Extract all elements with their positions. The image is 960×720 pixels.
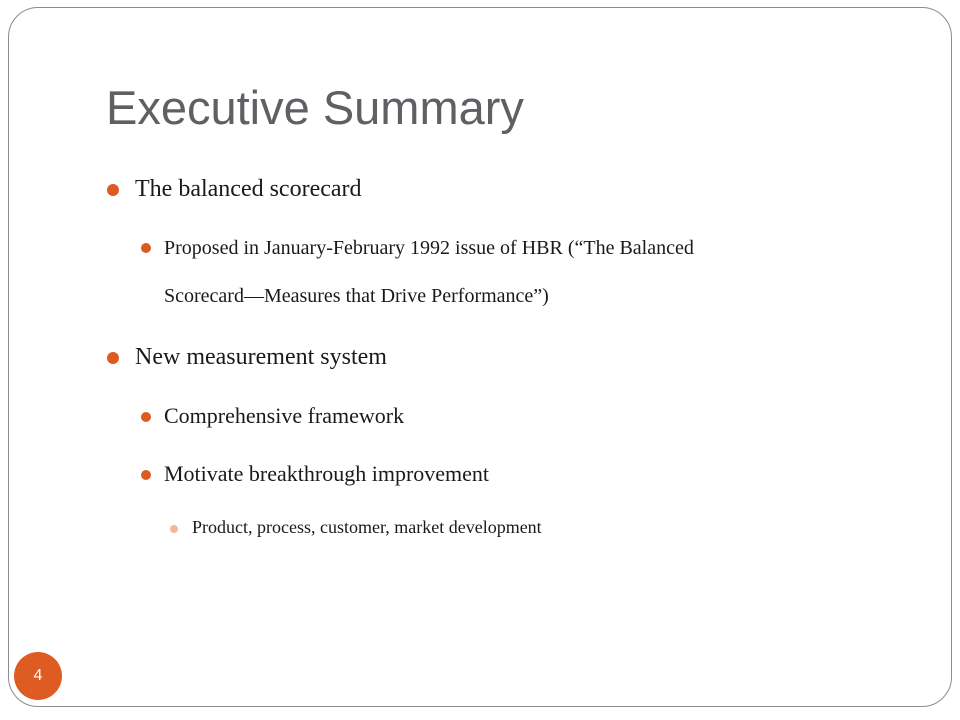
bullet-comprehensive-framework: Comprehensive framework (164, 403, 405, 428)
bullet-icon (141, 412, 151, 422)
bullet-icon (170, 525, 178, 533)
bullet-balanced-scorecard: The balanced scorecard (135, 176, 362, 202)
bullet-product-process: Product, process, customer, market development (192, 517, 542, 537)
bullet-new-measurement-system: New measurement system (135, 344, 387, 370)
bullet-motivate-breakthrough: Motivate breakthrough improvement (164, 461, 490, 486)
bullet-icon (107, 184, 119, 196)
bullet-icon (141, 243, 151, 253)
bullet-proposed-line1: Proposed in January-February 1992 issue of HBR (“The Balanced (164, 237, 694, 259)
bullet-proposed-line2: Scorecard—Measures that Drive Performance”) (164, 285, 549, 307)
slide-number: 4 (33, 667, 43, 684)
slide-number-badge (14, 652, 62, 700)
bullet-icon (141, 470, 151, 480)
bullet-icon (107, 352, 119, 364)
slide-title: Executive Summary (106, 81, 524, 134)
